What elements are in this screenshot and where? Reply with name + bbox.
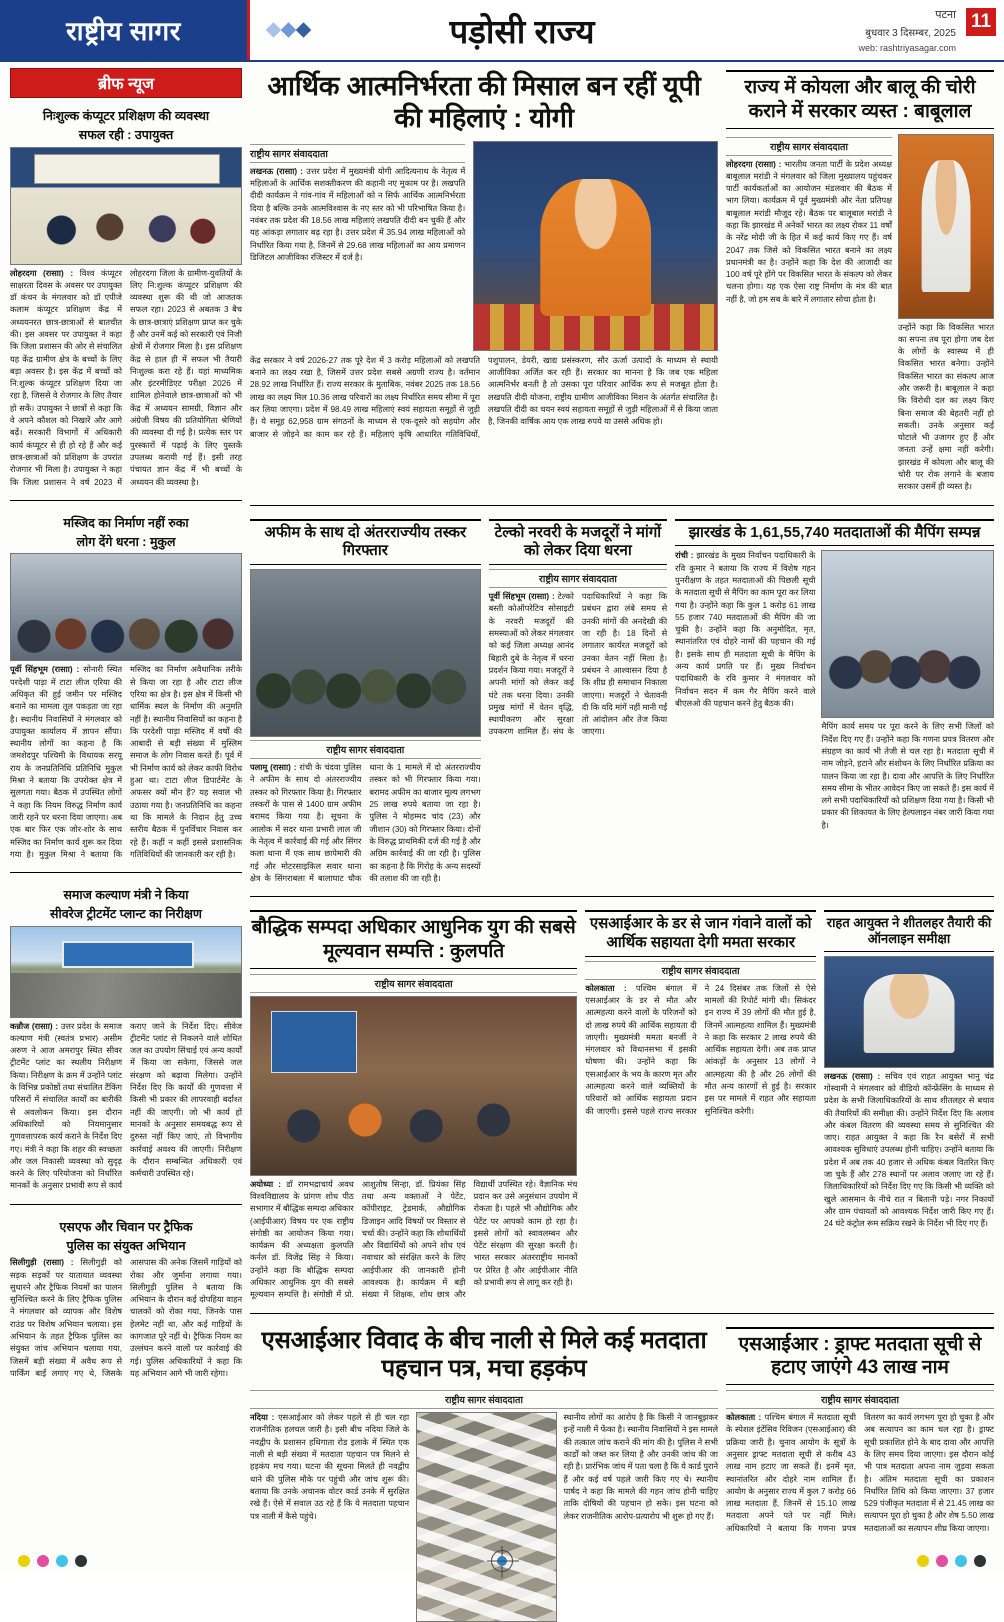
brief-headline: निःशुल्क कंप्यूटर प्रशिक्षण की व्यवस्था bbox=[42, 109, 210, 123]
main-content-column bbox=[250, 68, 994, 1542]
brief-item bbox=[10, 512, 242, 861]
mamta-headline: एसआईआर के डर से जान गंवाने वालों को आर्थिक सहायता देगी ममता सरकार bbox=[585, 910, 816, 957]
draft-roll-deletion-story bbox=[726, 1325, 994, 1622]
website-url[interactable]: web: rashtriyasagar.com bbox=[858, 43, 956, 53]
relief-commissioner-story bbox=[824, 908, 994, 1301]
brief-headline: मस्जिद का निर्माण नहीं रुका bbox=[63, 515, 189, 530]
relief-body: सचिव एवं राहत आयुक्त भानु चंद्र गोस्वामी ने मंगलवार को वीडियो कॉन्फ्रेंसिंग के माध्यम से प्रदेश के सभी जिलाधिकारियों के साथ शीतलहर से बचाव की तैयारियों की समीक्षा की। उन्होंने निर्देश दिए कि अलाव और कंबल वितरण की व्यवस्था समय से सुनिश्चित की जाए। राहत आयुक्त ने कहा कि रैन बसेरों में सभी आवश्यक सुविधाएं उपलब्ध होनी चाहिए। उन्होंने बताया कि प्रदेश में अब तक 40 हजार से अधिक कंबल वितरित किए जा चुके हैं और 278 स्थानों पर अलाव जलाए जा रहे हैं। जिलाधिकारियों को निर्देश दिए गए कि किसी भी व्यक्ति को खुले आसमान के नीचे रात न बितानी पड़े। नगर निकायों और ग्राम पंचायतों को आवश्यक निर्देश जारी किए गए हैं। 24 घंटे कंट्रोल रूम सक्रिय रखने के निर्देश भी दिए गए हैं। bbox=[823, 1071, 994, 1229]
drain-dateline: नदिया : bbox=[250, 1413, 275, 1423]
relief-dateline: लखनऊ (रासाा) : bbox=[823, 1071, 881, 1081]
telco-headline: टेल्को नरवरी के मजदूरों ने मांगों को लेकर दिया धरना bbox=[489, 519, 668, 566]
print-registration-bar bbox=[0, 1548, 1004, 1574]
brief-headline: एसएफ और चिवान पर ट्रैफिक bbox=[59, 1219, 193, 1234]
section-title-area bbox=[250, 0, 794, 60]
mamta-body: पश्चिम बंगाल में एसआईआर के डर से मौत और आत्महत्या करने वालों के परिजनों को दो लाख रुपये की आर्थिक सहायता दी जाएगी। मुख्यमंत्री ममता बनर्जी ने मंगलवार को विधानसभा में इसकी घोषणा की। उन्होंने कहा कि एसआईआर के भय के कारण मृत और आत्महत्या करने वाले व्यक्तियों के परिवारों को आर्थिक सहायता प्रदान की जाएगी। इससे पहले राज्य सरकार ने 24 दिसंबर तक जिलों से ऐसे मामलों की रिपोर्ट मांगी थी। सिकंदर इन राज्य में 39 लोगों की मौत हुई है, जिनमें आत्महत्या शामिल हैं। मुख्यमंत्री ने कहा कि सरकार 2 लाख रुपये की आर्थिक सहायता देगी। अब तक प्राप्त आंकड़ों के अनुसार 13 लोगों ने आत्महत्या की है और 26 लोगों की मौत अन्य कारणों से हुई है। सरकार इस पर मामले में राहत और सहायता सुनिश्चित करेगी। bbox=[585, 983, 816, 1116]
deletion-dateline: कोलकाता : bbox=[726, 1413, 762, 1423]
photo-sewage-treatment-plant bbox=[10, 926, 242, 1018]
page-body bbox=[0, 62, 1004, 1542]
brief-subhead: सीवरेज ट्रीटमेंट प्लान्ट का निरीक्षण bbox=[50, 907, 202, 922]
brief-news-column bbox=[10, 68, 242, 1542]
drain-body-col1: एसआईआर को लेकर पहले से ही चल रहा राजनीतिक हलचल जारी है। इसी बीच नदिया जिले के नवद्वीप के प्रशासन हथिगाता रोड इलाके में स्थित एक नाली से बड़ी संख्या में मतदाता पहचान पत्र मिलने से हड़कंप मच गया। घटना की सूचना मिलते ही नवद्वीप थाने की पुलिस मौके पर पहुंची और जांच शुरू की। बताया कि उनके अचानक वोटर कार्ड उनके में सुरक्षित रखे हैं। ऐसे में सवाल उठ रहे हैं कि ये मतदाता पहचान पत्र नाली में कैसे पहुंचे। bbox=[250, 1413, 410, 1521]
brief-body: सोनारी स्थित परदेशी पाड़ा में टाटा लीज एरिया की अधिकृत की हुई जमीन पर मस्जिद बनाने का मामला तूल पकड़ता जा रहा है। स्थानीय निवासियों ने मंगलवार को उपायुक्त कार्यालय में ज्ञापन सौंपा। स्थानीय लोगों का कहना है कि जमशेदपुर पश्चिमी के विधायक सरयू राय के जनप्रतिनिधि प्रतिनिधि मुकुल मिश्रा ने बताया कि उपरोक्त क्षेत्र में सुलगता गया। बैठक में उपस्थित लोगों ने कहा कि नियम विरुद्ध निर्माण कार्य जारी रहने पर धरना दिया जाएगा। अब एक बार फिर एक जोर-शोर के साथ मस्जिद का निर्माण कार्य शुरू कर दिया गया है। मुकुल मिश्रा ने बताया कि मस्जिद का निर्माण अवैधानिक तरीके से किया जा रहा है और टाटा लीज एरिया का क्षेत्र है। इस क्षेत्र में किसी भी धार्मिक स्थल के निर्माण की अनुमति नहीं है। स्थानीय निवासियों का कहना है कि परदेशी पाड़ा मस्जिद में वर्षों की आबादी से बड़ी संख्या में मुस्लिम समाज के लोग निवास करते हैं। पूर्व में भी निर्माण कार्य को लेकर काफी विरोध हुआ था। टाटा लीज डिपार्टमेंट के अफसर क्यों मौन हैं? यह सवाल भी उठाया गया है। जनप्रतिनिधि का कहना था कि मामले के निदान हेतु उच्च स्तरीय बैठक में पुनर्विचार निवास कर रहे हैं। कहीं न कहीं इससे प्रशासनिक गतिविधियों की जानकारी कर रही है। bbox=[10, 665, 242, 859]
lead-body-col1: उत्तर प्रदेश में मुख्यमंत्री योगी आदित्यनाथ के नेतृत्व में महिलाओं के आर्थिक सशक्तीकरण की कहानी नए मुकाम पर है। लखपति दीदी कार्यक्रम ने गांव-गांव में महिलाओं को न सिर्फ आर्थिक आत्मनिर्भरता दिया है बल्कि उनके आत्मविश्वास के नए स्तर को भी परिभाषित किया है। नवंबर तक प्रदेश की 18.56 लाख महिलाएं लखपति दीदी बन चुकी हैं और यह आंकड़ा लगातार बढ़ रहा है। उत्तर प्रदेश में 35.94 लाख महिलाओं को निर्धारित किया गया है, जिनमें से 29.68 लाख महिलाओं का आय प्रमाणन डिजिटल आजीविका रजिस्टर में दर्ज है। bbox=[250, 166, 466, 262]
registration-mark-icon bbox=[491, 1550, 513, 1572]
telco-credit: राष्ट्रीय सागर संवाददाता bbox=[489, 569, 668, 588]
ipr-dateline: अयोध्या : bbox=[250, 1179, 282, 1189]
top-row bbox=[250, 68, 994, 494]
brief-dateline: पूर्वी सिंहभूम (रासाा) : bbox=[10, 665, 80, 675]
coal-story-headline: राज्य में कोयला और बालू की चोरी कराने में सरकार व्यस्त : बाबूलाल bbox=[726, 70, 994, 129]
drain-byline: राष्ट्रीय सागर संवाददाता bbox=[250, 1390, 718, 1409]
lead-dateline: लखनऊ (रासाा) : bbox=[250, 166, 304, 176]
lead-body-col2: केंद्र सरकार ने वर्ष 2026-27 तक पूरे देश में 3 करोड़ महिलाओं को लखपति बनाने का लक्ष्य रखा है, जिसमें उत्तर प्रदेश सबसे अग्रणी राज्य है। वर्तमान 28.92 लाख निर्धारित हैं। राज्य सरकार के मुताबिक, नवंबर 2025 तक 18.56 लाख का लक्ष्य मिल 10.36 लाख परिवारों का लक्ष्य निर्धारित समय सीमा में पूरा कर लिया जाएगा। प्रदेश में 98.49 लाख महिलाएं स्वयं सहायता समूहों से जुड़ी हैं। ये समूह 62,958 ग्राम संगठनों के माध्यम से एक-दूसरे को सहयोग और बाजार से जोड़ने का काम कर रहे हैं। महिलाएं कृषि आधारित गतिविधियों, पशुपालन, डेयरी, खाद्य प्रसंस्करण, सौर ऊर्जा उत्पादों के माध्यम से स्थायी आजीविका अर्जित कर रही हैं। सरकार का मानना है कि जब एक महिला आत्मनिर्भर बनती है तो उसका पूरा परिवार आर्थिक रूप से मजबूत होता है। लखपति दीदी योजना, राष्ट्रीय ग्रामीण आजीविका मिशन के अंतर्गत संचालित है। लखपति दीदी का चयन स्वयं सहायता समूहों से जुड़ी महिलाओं में से किया जाता है, जिनकी वार्षिक आय एक लाख रुपये या उससे अधिक हो। bbox=[250, 355, 718, 439]
voter-card-drain-story bbox=[250, 1325, 718, 1622]
ipr-headline: बौद्धिक सम्पदा अधिकार आधुनिक युग की सबसे मूल्यवान सम्पत्ति : कुलपति bbox=[250, 910, 577, 969]
deletion-headline: एसआईआर : ड्राफ्ट मतदाता सूची से हटाए जाएंगे 43 लाख नाम bbox=[726, 1327, 994, 1386]
photo-voter-id-cards-in-drain bbox=[416, 1412, 556, 1622]
voter-mapping-story bbox=[675, 517, 994, 885]
diamond-deco-icon bbox=[268, 25, 309, 36]
mapping-body-col1: झारखंड के मुख्य निर्वाचन पदाधिकारी के रवि कुमार ने बताया कि राज्य में विशेष गहन पुनरीक्षण के तहत मतदाताओं की पिछली सूची के मतदाता सूची से मैपिंग का काम पूरा कर लिया गया है। उन्होंने कहा कि कुल 1 करोड़ 61 लाख 55 हजार 740 मतदाताओं की मैपिंग की जा चुकी है। उन्होंने कहा कि अनुमोदित, मृत, स्थानांतरित एवं दोहरे नामों की पहचान की गई है। इसके साथ ही मतदाता सूची के मैपिंग के अन्य कार्य प्रगति पर हैं। मुख्य निर्वाचन पदाधिकारी के रवि कुमार ने मंगलवार को निर्वाचन सदन में कम गैर मैपिंग करने वाले बीएलओ की पहचान करने हेतु बैठक की। bbox=[675, 551, 816, 708]
opium-body: रांची के चंदवा पुलिस ने अफीम के साथ दो अंतरराज्यीय तस्कर को गिरफ्तार किया है। गिरफ्तार तस्करों के पास से 1400 ग्राम अफीम बरामद किया गया है। सूचना के आलोक में सदर थाना प्रभारी लाल जी के नेतृत्व में कार्रवाई की गई और सिंगर कला थाना मैं एक साथ छापेमारी की गई और मोटरसाइकिल सवार थाना क्षेत्र के सिंगराबला में बालाघाट चौक थाना के 1 मामले में दो अंतरराज्यीय तस्कर को भी गिरफ्तार किया गया। बरामद अफीम का बाजार मूल्य लगभग 25 लाख रुपये बताया जा रहा है। पुलिस ने मोहम्मद चांद (23) और जीशान (30) को गिरफ्तार किया। दोनों के विरुद्ध प्राथमिकी दर्ज की गई है और अग्रिम कार्रवाई की जा रही है। पुलिस का कहना है कि गिरोह के अन्य सदस्यों की तलाश की जा रही है। bbox=[250, 763, 481, 883]
mapping-body-col2: मैपिंग कार्य समय पर पूरा करने के लिए सभी जिलों को निर्देश दिए गए हैं। उन्होंने कहा कि गणना प्रपत्र वितरण और संग्रहण का कार्य भी तेजी से चल रहा है। मतदाता सूची में नाम जोड़ने, हटाने और संशोधन के लिए निर्धारित प्रक्रिया का पालन किया जा रहा है। दावा और आपत्ति के लिए निर्धारित समय सीमा के भीतर आवेदन किए जा सकते हैं। इस कार्य में लगे सभी पदाधिकारियों को प्रशिक्षण दिया गया है। किसी भी प्रकार की शिकायत के लिए हेल्पलाइन नंबर जारी किया गया है। bbox=[821, 722, 994, 830]
lead-story bbox=[250, 68, 718, 494]
edition-city: पटना bbox=[935, 9, 956, 21]
coal-story-body-col1: भारतीय जनता पार्टी के प्रदेश अध्यक्ष बाबूलाल मरांडी ने मंगलवार को जिला मुख्यालय पहुंचकर पार्टी कार्यकर्ताओं का आयोजन मंडलवार की बैठक में भाग लिया। कार्यक्रम में पूर्व मुख्यमंत्री और नेता प्रतिपक्ष बाबूलाल मरांडी मौजूद रहे। बैठक पर बालूबाल मरांडी ने कहा कि झारखंड में अनेकों भारत का लक्ष्य रोकर 11 वर्षों के नरेंद्र मोदी जी के हित में कई कार्य किए गए हैं। वर्ष 2047 तक जिसे को विकसित भारत बनाने का लक्ष्य प्रधानमंत्री का है। उन्होंने कहा कि देश की आजादी का 100 वर्ष पूरे होंगे पर विकसित भारत के संकल्प को लेकर चलना होगा। यह एक ऐसा राष्ट्र निर्माण के मंत्र की बात नहीं है, जो हम सब के बारे में लगातार सोचा होता है। bbox=[726, 159, 892, 304]
page-number-badge: 11 bbox=[966, 8, 996, 36]
brief-dateline: लोहरदगा (रासाा) : bbox=[10, 268, 74, 278]
coal-sand-story bbox=[726, 68, 994, 494]
mamta-aid-story bbox=[585, 908, 816, 1301]
telco-workers-story bbox=[489, 517, 668, 885]
brief-dateline: कन्नौज (रासाा) : bbox=[10, 1021, 59, 1031]
drain-body-col2: स्थानीय लोगों का आरोप है कि किसी ने जानबूझकर इन्हें नाली में फेंका है। स्थानीय निवासियों ने इस मामले की तत्काल जांच कराने की मांग की है। पुलिस ने सभी कार्डों को जब्त कर लिया है और उनकी जांच की जा रही है। प्रारंभिक जांच में पता चला है कि ये कार्ड पुराने हैं और कई वर्ष पहले जारी किए गए थे। स्थानीय पार्षद ने कहा कि मामले की गहन जांच होनी चाहिए ताकि दोषियों की पहचान हो सके। इस घटना को लेकर राजनीतिक आरोप-प्रत्यारोप भी शुरू हो गए हैं। bbox=[563, 1413, 718, 1521]
photo-election-office-meeting bbox=[821, 550, 994, 718]
mamta-dateline: कोलकाता : bbox=[585, 983, 627, 993]
photo-computer-training-centre bbox=[10, 147, 242, 265]
photo-yogi-adityanath bbox=[473, 141, 718, 351]
brief-subhead: सफल रही : उपायुक्त bbox=[78, 128, 174, 143]
color-dots-right bbox=[917, 1555, 986, 1567]
brief-item bbox=[10, 884, 242, 1193]
photo-police-press-conference bbox=[250, 569, 481, 737]
coal-story-body-col2: उन्होंने कहा कि विकसित भारत का सपना तब पूरा होगा जब देश के लोगों के स्वास्थ्य में ही विकसित भारत बनेगा। उन्होंने विकसित भारत का संकल्प आज और जरूरी है। बाबूलाल ने कहा कि विरोधी दल का लक्ष्य किए बिना समाज की बेहतरी नहीं हो सकती। उनके अनुसार कई घोटाले भी उजागर हुए हैं और जनता उन्हें क्षमा नहीं करेगी। झारखंड में कोयला और बालू की चोरी पर रोक लगाने के बजाय सरकार उसमें ही व्यस्त है। bbox=[898, 322, 994, 492]
coal-story-byline: राष्ट्रीय सागर संवाददाता bbox=[726, 137, 892, 156]
brief-dateline: सिलीगुड़ी (रासाा) : bbox=[10, 1258, 74, 1268]
brief-body: सिलीगुड़ी को सड़क सड़कों पर यातायात व्यवस्था सुधारने और ट्रैफिक नियमों का पालन सुनिश्चित करने के लिए ट्रैफिक पुलिस ने मंगलवार को व्यापक और विशेष राउंड पर विशेष अभियान चलाया। इस अभियान के तहत ट्रैफिक पुलिस का संयुक्त जांच अभियान चलाया गया, जिसमें बड़ी संख्या में अवैध रूप से पार्किंग बाईं लगाए गए थे, जिसके आसपास की अनेक जिसमें गाड़ियों को रोका और जुर्माना लगाया गया। सिलीगुड़ी पुलिस ने बताया कि अभियान के दौरान कई दोपहिया वाहन चालकों को रोका गया, जिनके पास हेलमेट नहीं था, और कई गाड़ियों के कागजात पूरे नहीं थे। ट्रैफिक नियम का उल्लंघन करने वालों पर कार्रवाई की गई। पुलिस अधिकारियों ने कहा कि यह अभियान आगे भी जारी रहेगा। bbox=[10, 1258, 242, 1378]
drain-headline: एसआईआर विवाद के बीच नाली से मिले कई मतदाता पहचान पत्र, मचा हड़कंप bbox=[261, 1326, 707, 1383]
fourth-row bbox=[250, 1325, 994, 1622]
ipr-byline: राष्ट्रीय सागर संवाददाता bbox=[250, 974, 577, 993]
brief-body: उत्तर प्रदेश के समाज कल्याण मंत्री (स्वतंत्र प्रभार) असीम अरुण ने आज अमरापुर स्थित सीवर ट्रीटमेंट प्लांट का स्थलीय निरीक्षण किया। निरीक्षण के क्रम में उन्होंने प्लांट के विभिन्न प्रकोष्ठों तथा संचालित टैंकिंग परिसरों में संचालित कार्यों का बारीकी से अवलोकन किया। इस दौरान अधिकारियों को नियमानुसार गुणवत्तापरक कार्य कराने के निर्देश दिए गए। मंत्री ने कहा कि शहर की स्वच्छता और जल निकासी व्यवस्था को सुदृढ़ करने के लिए परियोजना को निर्धारित मानकों के अनुसार प्रभावी रूप से कार्य कराए जाने के निर्देश दिए। सीवेज ट्रीटमेंट प्लांट से निकलने वाले शोधित जल का उपयोग सिंचाई एवं अन्य कार्यों में किया जा सकेगा, जिससे जल संरक्षण को बढ़ावा मिलेगा। उन्होंने निर्देश दिए कि कार्यों की गुणवत्ता में किसी भी प्रकार की लापरवाही बर्दाश्त नहीं की जाएगी। जो भी कार्य हों मानकों के अनुसार समयबद्ध रूप से दुरुस्त नहीं किए जाएं, तो विभागीय कार्रवाई अवश्य की जाएगी। निरीक्षण के दौरान सम्बन्धित अधिकारी एवं कर्मचारी उपस्थित रहे। bbox=[10, 1021, 242, 1191]
ipr-story bbox=[250, 908, 577, 1301]
masthead-meta bbox=[794, 0, 1004, 60]
color-dots-left bbox=[18, 1555, 87, 1567]
brief-subhead: लोग देंगे धरना : मुकुल bbox=[76, 535, 176, 550]
brief-news-header: ब्रीफ न्यूज bbox=[10, 68, 242, 98]
lead-headline: आर्थिक आत्मनिर्भरता की मिसाल बन रहीं यूपी की महिलाएं : योगी bbox=[267, 71, 701, 134]
brief-headline: समाज कल्याण मंत्री ने किया bbox=[63, 888, 189, 903]
newspaper-logo: राष्ट्रीय सागर bbox=[0, 0, 250, 60]
edition-date: बुधवार 3 दिसम्बर, 2025 bbox=[865, 28, 956, 39]
relief-headline: राहत आयुक्त ने शीतलहर तैयारी की ऑनलाइन समीक्षा bbox=[824, 910, 994, 952]
deletion-byline: राष्ट्रीय सागर संवाददाता bbox=[726, 1390, 994, 1409]
mapping-headline: झारखंड के 1,61,55,740 मतदाताओं की मैपिंग सम्पन्न bbox=[675, 519, 994, 547]
opium-dateline: पलामू (रासाा) : bbox=[250, 763, 297, 773]
brief-body: विश्व कंप्यूटर साक्षरता दिवस के अवसर पर उपायुक्त डॉ कंचन के मंगलवार को डॉ एपीजे कलाम कंप्यूटर प्रशिक्षण केंद्र में अध्ययनरत छात्र-छात्राओं से बातचीत की। इस अवसर पर उपायुक्त ने कहा कि जिला प्रशासन की ओर से संचालित यह केंद्र ग्रामीण क्षेत्र के बच्चों के लिए बड़ा अवसर है। इस केंद्र में बच्चों को नि:शुल्क कंप्यूटर प्रशिक्षण दिया जा रहा है, जिससे वे रोजगार के लिए तैयार हो सकें। उपायुक्त ने छात्रों से कहा कि वे अपने कौशल को निखारें और आगे बढ़ें। सरकारी विभागों में अधिकारी कार्य कंप्यूटर से ही हो रहे हैं और कई छात्र-छात्राओं को प्रशिक्षण के उपरांत रोजगार भी मिला है। उपायुक्त ने कहा कि जिला प्रशासन ने वर्ष 2023 में लोहरदगा जिला के ग्रामीण-युवतियों के लिए नि:शुल्क कंप्यूटर प्रशिक्षण की व्यवस्था शुरू की थी जो आजतक सफल रहा। 2023 से अबतक 3 बैच के छात्र-छात्राएं प्रशिक्षण प्राप्त कर चुके हैं और उनमें कई को सरकारी एवं निजी क्षेत्रों में रोजगार मिला है। इस प्रशिक्षण केंद्र से हाल ही में सफल भी तैयारी निःशुल्क करा रहे हैं। यहां माध्यमिक और इंटरमीडिएट परीक्षा 2026 में शामिल होनेवाले छात्र-छात्राओं को भी केंद्र में अध्ययन सामग्री, विज्ञान और अंग्रेजी विषय की प्रतियोगिता श्रेणियों की व्यवस्था दी गई है। प्रत्येक स्तर पर पुरस्कारों में पढ़ाई के लिए पुस्तकें उपलब्ध करायी गई हैं। इसी तरह पंचायत ज्ञान केंद्र में भी बच्चों के अध्ययन की व्यवस्था है। bbox=[10, 268, 242, 487]
third-row bbox=[250, 908, 994, 1301]
photo-relief-commissioner bbox=[824, 956, 994, 1068]
deletion-body: पश्चिम बंगाल में मतदाता सूची के स्पेशल इंटेंसिव रिविजन (एसआईआर) की प्रक्रिया जारी है। चुनाव आयोग के सूत्रों के अनुसार ड्राफ्ट मतदाता सूची से करीब 43 लाख नाम हटाए जा सकते हैं। इनमें मृत, स्थानांतरित और दोहरे नाम शामिल हैं। आयोग के अनुसार राज्य में कुल 7 करोड़ 66 लाख मतदाता हैं, जिनमें से 15.10 लाख मतदाता अपने पते पर नहीं मिले। अधिकारियों ने बताया कि गणना प्रपत्र वितरण का कार्य लगभग पूरा हो चुका है और अब सत्यापन का काम चल रहा है। ड्राफ्ट सूची प्रकाशित होने के बाद दावा और आपत्ति के लिए समय दिया जाएगा। इस दौरान कोई भी पात्र मतदाता अपना नाम जुड़वा सकता है। अंतिम मतदाता सूची का प्रकाशन निर्धारित तिथि को किया जाएगा। 37 हजार 529 पंजीकृत मतदाता में से 21.45 लाख का सत्यापन पूरा हो चुका है और शेष 5.50 लाख मतदाताओं का सत्यापन शीघ्र किया जाएगा। bbox=[726, 1413, 994, 1533]
coal-story-dateline: लोहरदगा (रासाा) : bbox=[726, 159, 782, 169]
ipr-body: डॉ रामभद्राचार्य अवध विश्वविद्यालय के प्रांगण शोध पीठ सभागार में बौद्धिक सम्पदा अधिकार (आईपीआर) विषय पर एक राष्ट्रीय संगोष्ठी का आयोजन किया गया। कार्यक्रम की अध्यक्षता कुलपति कर्नल डॉ. विजेंद्र सिंह ने किया। उन्होंने कहा कि बौद्धिक सम्पदा अधिकार आधुनिक युग की सबसे मूल्यवान सम्पत्ति है। संगोष्ठी में प्रो. आशुतोष सिन्हा, डॉ. प्रियंका सिंह तथा अन्य वक्ताओं ने पेटेंट, कॉपीराइट, ट्रेडमार्क, औद्योगिक डिजाइन आदि विषयों पर विस्तार से चर्चा की। उन्होंने कहा कि शोधार्थियों और विद्यार्थियों को अपने शोध एवं नवाचार को संरक्षित करने के लिए आईपीआर की जानकारी होनी आवश्यक है। कार्यक्रम में बड़ी संख्या में शिक्षक, शोध छात्र और विद्यार्थी उपस्थित रहे। वैज्ञानिक मंच प्रदान कर उसे अनुसंधान उपयोग में रोकता है। पहले भी औद्योगिक और पेटेंट पर आपको काम हो रहा है। इससे लोगों को स्वावलम्बन और पेटेंट संरक्षण की सुरक्षा करती है। भारत सरकार अंतरराष्ट्रीय मानकों पर प्रेरित है और आईपीआर नीति को प्रभावी रूप से लागू कर रही है। bbox=[250, 1179, 578, 1300]
brief-item bbox=[10, 105, 242, 489]
photo-university-seminar bbox=[250, 996, 577, 1176]
telco-dateline: पूर्वी सिंहभूम (रासाा) : bbox=[488, 592, 555, 602]
mamta-byline: राष्ट्रीय सागर संवाददाता bbox=[585, 961, 816, 980]
second-row bbox=[250, 517, 994, 885]
masthead bbox=[0, 0, 1004, 62]
mapping-dateline: रांची : bbox=[675, 551, 694, 561]
photo-community-meeting bbox=[10, 553, 242, 661]
section-title: पड़ोसी राज्य bbox=[449, 12, 595, 50]
brief-subhead: पुलिस का संयुक्त अभियान bbox=[66, 1239, 186, 1253]
telco-body: टेल्को बस्ती कोऑपरेटिव सोसाइटी के नरवरी मजदूरों की समस्याओं को लेकर मंगलवार को कई जिला अध्यक्ष आनंद बिहारी दुबे के नेतृत्व में धरना प्रदर्शन किया गया। मजदूरों ने अपनी मांगों को लेकर कई घंटे तक धरना दिया। उनकी प्रमुख मांगों में वेतन वृद्धि, स्थायीकरण और सुरक्षा उपकरण शामिल हैं। संघ के पदाधिकारियों ने कहा कि प्रबंधन द्वारा लंबे समय से उनकी मांगों की अनदेखी की जा रही है। 18 दिनों से लगातार कार्यरत मजदूरों को उनका वेतन नहीं मिला है। प्रबंधन ने आश्वासन दिया है कि शीघ्र ही समाधान निकाला जाएगा। मजदूरों ने चेतावनी दी कि यदि मांगें नहीं मानी गईं तो आंदोलन और तेज किया जाएगा। bbox=[488, 592, 668, 737]
opium-smugglers-story bbox=[250, 517, 481, 885]
opium-headline: अफीम के साथ दो अंतरराज्यीय तस्कर गिरफ्तार bbox=[250, 519, 481, 566]
photo-babulal-marandi bbox=[898, 134, 994, 319]
brief-item bbox=[10, 1216, 242, 1380]
opium-credit: राष्ट्रीय सागर संवाददाता bbox=[250, 740, 481, 759]
lead-byline: राष्ट्रीय सागर संवाददाता bbox=[250, 144, 465, 163]
